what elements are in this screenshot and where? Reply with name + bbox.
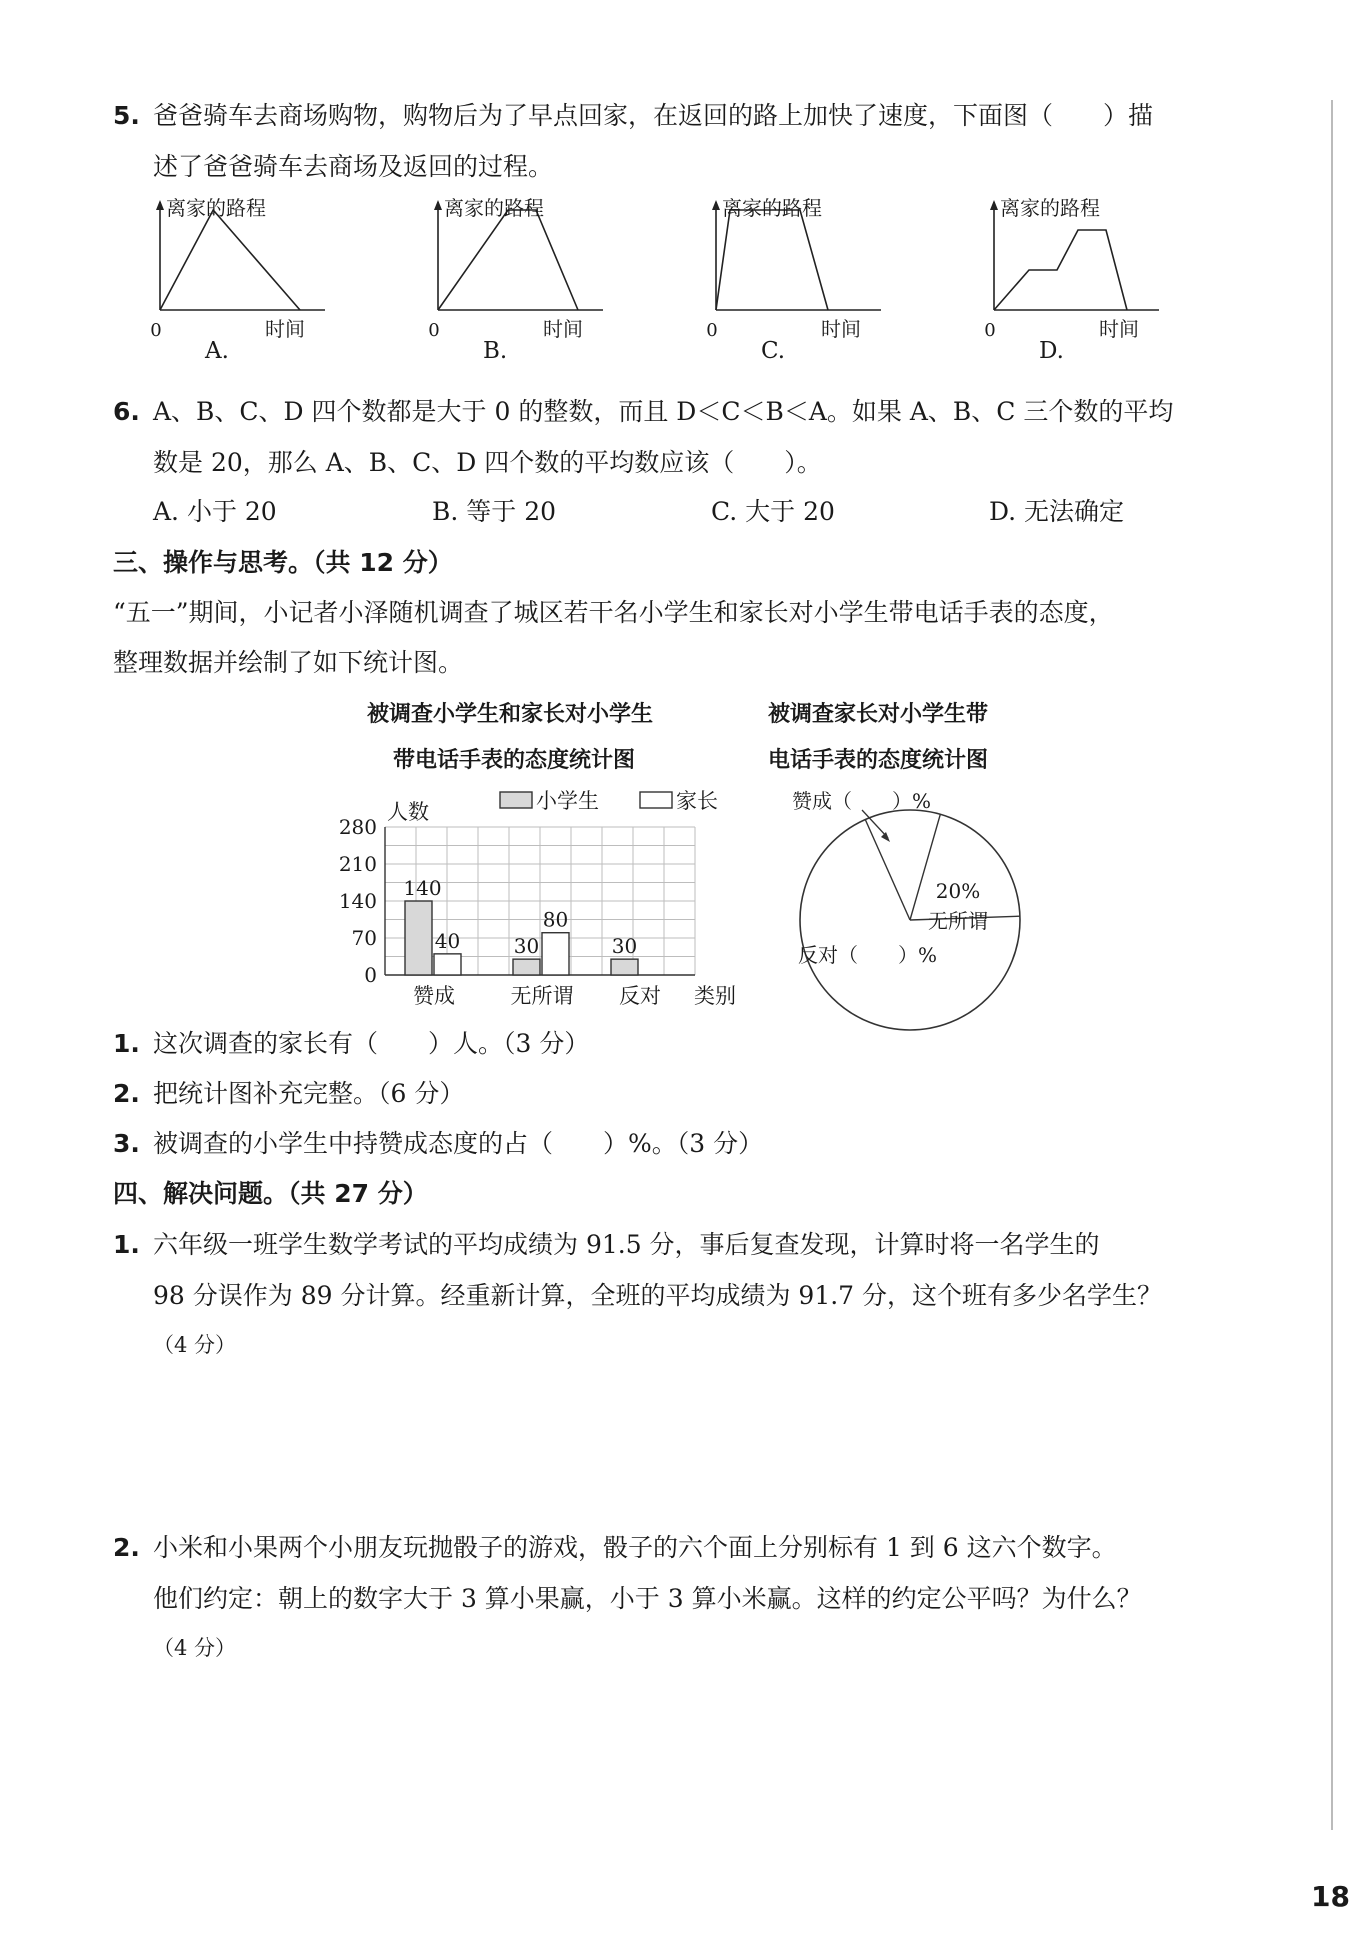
- bar-value-label: 140: [403, 876, 442, 900]
- bar-value-label: 30: [513, 934, 540, 959]
- page-number: 18: [1311, 1880, 1350, 1913]
- problem2-score: （4 分）: [153, 1636, 237, 1660]
- legend-swatch-1: [640, 792, 672, 808]
- problem1-text-line2: 98 分误作为 89 分计算。经重新计算，全班的平均成绩为 91.7 分，这个班有多少名学生？: [153, 1281, 1163, 1310]
- bar-chart: [320, 780, 740, 1020]
- graph-ylabel: 离家的路程: [722, 196, 822, 220]
- category-label: 无所谓: [510, 984, 574, 1008]
- y-tick-label: 140: [338, 889, 377, 913]
- pie-label-oppose: 反对（ ）%: [798, 943, 938, 967]
- pie-chart: [780, 780, 1040, 1020]
- bar-value-label: 40: [434, 928, 461, 953]
- distance-time-line: [160, 210, 300, 310]
- graph-origin: 0: [706, 320, 718, 341]
- y-axis-arrow: [712, 200, 720, 210]
- problem2-text-line1: 小米和小果两个小朋友玩抛骰子的游戏，骰子的六个面上分别标有 1 到 6 这六个数字。: [153, 1533, 1117, 1562]
- y-tick-label: 0: [364, 963, 377, 987]
- graph-origin: 0: [428, 320, 440, 341]
- distance-time-line: [716, 210, 828, 310]
- section4-heading: 四、解决问题。（共 27 分）: [113, 1179, 428, 1208]
- problem2-text-line2: 他们约定：朝上的数字大于 3 算小果赢，小于 3 算小米赢。这样的约定公平吗？为什么？: [153, 1584, 1142, 1613]
- page-edge-line: [1331, 100, 1333, 1830]
- graph-option-label: A.: [205, 338, 229, 364]
- graph-ylabel: 离家的路程: [1000, 196, 1100, 220]
- y-axis-arrow: [990, 200, 998, 210]
- graph-xlabel: 时间: [1099, 317, 1139, 341]
- problem1-text-line1: 六年级一班学生数学考试的平均成绩为 91.5 分，事后复查发现，计算时将一名学生的: [153, 1230, 1100, 1259]
- section3-intro-line1: “五一”期间，小记者小泽随机调查了城区若干名小学生和家长对小学生带电话手表的态度，: [113, 598, 1114, 627]
- graph-ylabel: 离家的路程: [166, 196, 266, 220]
- bar-1-0: [434, 954, 461, 975]
- pie-label-favor: 赞成（ ）%: [792, 789, 932, 813]
- bar-0-2: [611, 959, 638, 975]
- distance-time-line: [438, 210, 578, 310]
- q6-option-c: C. 大于 20: [711, 497, 835, 526]
- q6-option-a: A. 小于 20: [153, 497, 277, 526]
- sub-q3-number: 3.: [113, 1129, 140, 1158]
- q6-option-d: D. 无法确定: [989, 497, 1125, 526]
- graph-option-a: [140, 195, 360, 364]
- q6-text-line2: 数是 20，那么 A、B、C、D 四个数的平均数应该（ ）。: [153, 448, 822, 477]
- sub-q2-text: 把统计图补充完整。（6 分）: [153, 1079, 465, 1108]
- x-axis-label: 类别: [694, 984, 736, 1008]
- bar-value-label: 30: [611, 934, 638, 959]
- graph-option-d: [974, 195, 1194, 364]
- sub-q3-text: 被调查的小学生中持赞成态度的占（ ）%。（3 分）: [153, 1129, 764, 1158]
- q5-text-line2: 述了爸爸骑车去商场及返回的过程。: [153, 152, 554, 181]
- graph-option-label: B.: [483, 338, 508, 364]
- y-axis-arrow: [156, 200, 164, 210]
- y-tick-label: 70: [351, 926, 377, 950]
- distance-time-line: [994, 230, 1127, 310]
- pie-chart-title-line1: 被调查家长对小学生带: [768, 702, 989, 727]
- bar-1-1: [542, 933, 569, 975]
- sub-q1-text: 这次调查的家长有（ ）人。（3 分）: [153, 1029, 590, 1058]
- q5-text-line1: 爸爸骑车去商场购物，购物后为了早点回家，在返回的路上加快了速度，下面图（ ）描: [153, 101, 1154, 130]
- graph-ylabel: 离家的路程: [444, 196, 544, 220]
- problem1-number: 1.: [113, 1230, 140, 1259]
- problem2-number: 2.: [113, 1533, 140, 1562]
- pie-value-indifferent: 20%: [935, 879, 981, 903]
- category-label: 赞成: [413, 984, 455, 1008]
- sub-q2-number: 2.: [113, 1079, 140, 1108]
- graph-origin: 0: [984, 320, 996, 341]
- y-axis-label: 人数: [387, 800, 429, 824]
- bar-chart-title-line1: 被调查小学生和家长对小学生: [367, 702, 654, 727]
- bar-value-label: 80: [542, 907, 569, 932]
- graph-xlabel: 时间: [543, 317, 583, 341]
- graph-option-label: C.: [761, 338, 786, 364]
- y-tick-label: 280: [338, 815, 377, 839]
- bar-0-1: [513, 959, 540, 975]
- pie-label-indifferent: 无所谓: [928, 909, 988, 933]
- bar-0-0: [405, 901, 432, 975]
- bar-chart-title-line2: 带电话手表的态度统计图: [393, 748, 636, 773]
- legend-label-0: 小学生: [536, 789, 599, 813]
- problem1-score: （4 分）: [153, 1333, 237, 1357]
- graph-xlabel: 时间: [821, 317, 861, 341]
- legend-swatch-0: [500, 792, 532, 808]
- q5-number: 5.: [113, 101, 140, 130]
- pie-chart-title-line2: 电话手表的态度统计图: [768, 748, 989, 773]
- q6-option-b: B. 等于 20: [432, 497, 557, 526]
- graph-option-b: [418, 195, 638, 364]
- graph-xlabel: 时间: [265, 317, 305, 341]
- sub-q1-number: 1.: [113, 1029, 140, 1058]
- graph-option-label: D.: [1039, 338, 1064, 364]
- section3-heading: 三、操作与思考。（共 12 分）: [113, 548, 453, 577]
- q6-text-line1: A、B、C、D 四个数都是大于 0 的整数，而且 D＜C＜B＜A。如果 A、B、C 三个数的平均: [153, 397, 1174, 426]
- graph-origin: 0: [150, 320, 162, 341]
- graph-option-c: [696, 195, 916, 364]
- y-tick-label: 210: [338, 852, 377, 876]
- q6-number: 6.: [113, 397, 140, 426]
- legend-label-1: 家长: [676, 789, 718, 813]
- section3-intro-line2: 整理数据并绘制了如下统计图。: [113, 648, 464, 677]
- y-axis-arrow: [434, 200, 442, 210]
- category-label: 反对: [619, 984, 661, 1008]
